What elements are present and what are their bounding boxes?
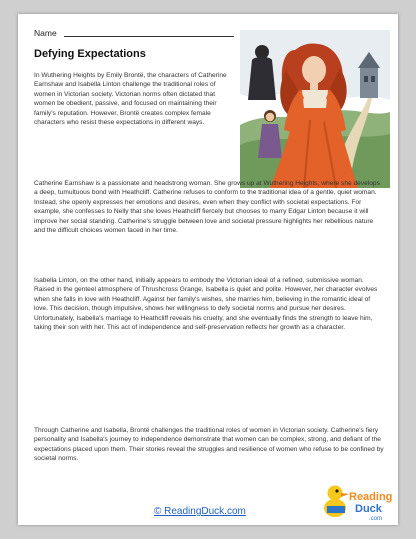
logo-word-duck: Duck xyxy=(355,503,382,515)
paragraph-3: Isabella Linton, on the other hand, initially appears to embody the Victorian ideal of a refined, submissive woman. Raised in the genteel atmosphere of Thrushcross Grange, Isabella is quiet and polite. However, her character evolves when she falls in love with Heathcliff. Against her family's wishes, she marries him, believing in the romantic ideal of love. This decision, though impulsive, shows her willingness to defy societal norms and pursue her desires. Unfortunately, Isabella's marriage to Heathcliff reveals his cruelty, and she eventually finds the strength to leave him, taking their son with her. This act of independence and self-preservation reflects her growth as a character. xyxy=(34,277,378,332)
worksheet-page xyxy=(18,14,398,525)
story-illustration xyxy=(240,30,390,188)
worksheet-title: Defying Expectations xyxy=(34,48,146,60)
readingduck-logo xyxy=(321,478,393,522)
name-line[interactable] xyxy=(64,36,234,37)
logo-word-reading: Reading xyxy=(349,491,393,503)
paragraph-2: Catherine Earnshaw is a passionate and headstrong woman. She grows up at Wuthering Heights, where she develops a deep, tumultuous bond with Heathcliff. Catherine refuses to conform to the traditional idea of a gentle, quiet woman. Instead, she openly expresses her emotions and desires, even when they conflict with societal expectations. For example, she confesses to Nelly that she loves Heathcliff fiercely but chooses to marry Edgar Linton because it will improve her social standing. Catherine's struggle between love and societal pressure highlights her rebellious nature and the difficult choices women faced in her time. xyxy=(34,180,380,235)
readingduck-link[interactable]: © ReadingDuck.com xyxy=(154,506,246,517)
name-label: Name xyxy=(34,28,57,38)
paragraph-4: Through Catherine and Isabella, Brontë challenges the traditional roles of women in Victorian society. Catherine's fiery personality and Isabella's journey to independence demonstrate that women can be complex, strong, and defiant of the expectations placed upon them. Their stories reveal the struggles and resilience of women who refuse to be confined by societal norms. xyxy=(34,427,384,463)
duck-icon xyxy=(321,478,393,522)
logo-domain: .com xyxy=(369,516,383,522)
paragraph-1: In Wuthering Heights by Emily Brontë, the characters of Catherine Earnshaw and Isabella Linton challenge the traditional roles of women in Victorian society. Victorian norms often dictated that women be obedient, passive, and focused on maintaining their family's reputation. However, Brontë creates complex female characters who resist these expectations in different ways. xyxy=(34,72,227,127)
